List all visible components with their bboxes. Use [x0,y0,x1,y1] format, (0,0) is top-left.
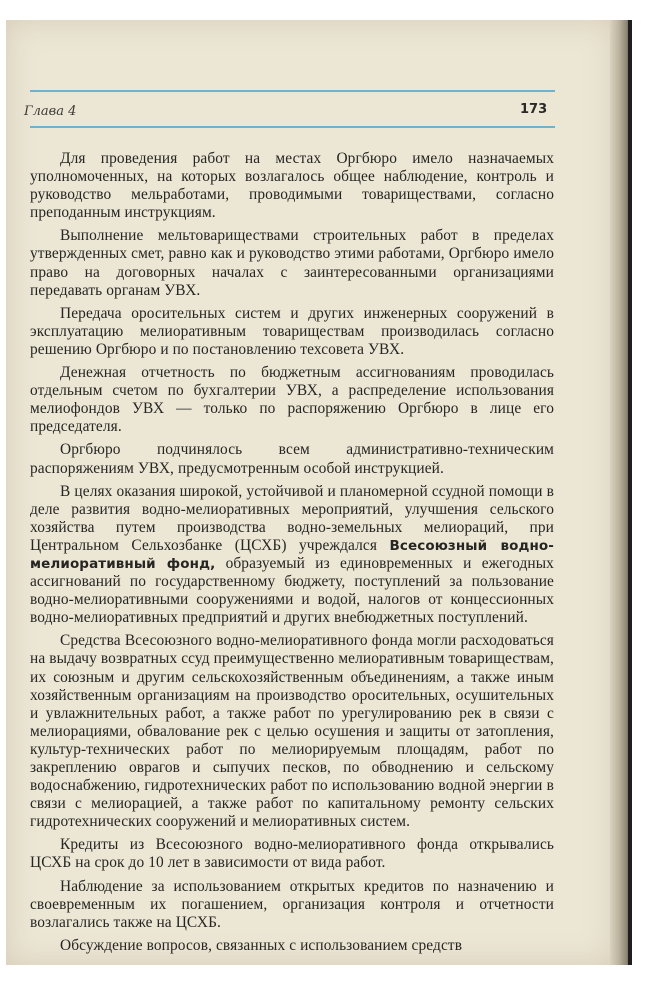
paragraph: Передача оросительных систем и других инженерных сооружений в эксплуатацию мелиоративным товариществам производилась согласно решению Оргбюро и по постановлению техсовета УВХ. [30,304,554,358]
paragraph: Наблюдение за использованием открытых кредитов по назначению и своевременным их погашением, организация контроля и отчетности возлагались также на ЦСХБ. [30,877,554,931]
paragraph-text: образуемый из единовременных и ежегодных ассигнований по государственному бюджету, поступлений за пользование водно-мелиоративными сооружениями и водой, налогов от концессионных водно-мелиоративных предприятий и других внебюджетных поступлений. [30,554,554,627]
spine-shadow [628,20,632,965]
paragraph: Денежная отчетность по бюджетным ассигнованиям проводилась отдельным счетом по бухгалтерии УВХ, а распределение использования мелиофондов УВХ — только по распоряжению Оргбюро в лице его председателя. [30,364,554,436]
fund-name-bold: Всесоюзный водно-мелиоративный фонд, [30,537,555,572]
paragraph: Для проведения работ на местах Оргбюро имело назначаемых уполномоченных, на которых возлагалось общее наблюдение, контроль и руководство мельработами, проводимыми товариществами, согласно преподанным инструкциям. [30,150,554,222]
paragraph: Средства Всесоюзного водно-мелиоративного фонда могли расходоваться на выдачу возвратных ссуд преимущественно мелиоративным товариществам, их союзным и другим сельскохозяйственным объединениям, а также иным хозяйственным организациям на производство оросительных, осушительных и увлажнительных работ, а также работ по урегулированию рек в связи с мелиорациями, обвалование рек с целью осушения и защиты от затопления, культур-технических работ по мелиорируемым площадям, работ по закреплению оврагов и сыпучих песков, по обводнению и сельскому водоснабжению, гидротехнических работ по использованию водной энергии в связи с мелиорацией, а также работ по капитальному ремонту сельских гидротехнических сооружений и мелиоративных систем. [30,632,554,831]
header-rule-top [30,90,555,92]
scan-background [0,0,656,22]
paragraph-text: В целях оказания широкой, устойчивой и планомерной ссудной помощи в деле развития водно-мелиоративных мероприятий, улучшения сельского хозяйства путем производства водно-земельных мелиораций, при Центральном Сельхозбанке (ЦСХБ) учреждался [30,482,554,554]
paragraph: Обсуждение вопросов, связанных с использованием средств [60,936,463,954]
running-head: Глава 4 [24,104,77,119]
scan-background-bottom [0,965,656,1000]
paragraph: Выполнение мельтовариществами строительных работ в пределах утвержденных смет, равно как и руководство этими работами, Оргбюро имело право на договорных началах с заинтересованными организациями передавать органам УВХ. [30,227,554,299]
header-rule-bottom [30,126,555,128]
page-number: 173 [520,102,548,117]
paragraph [30,483,554,628]
paragraph: Оргбюро подчинялось всем административно-техническим распоряжениям УВХ, предусмотренным особой инструкцией. [30,441,554,477]
paragraph: Кредиты из Всесоюзного водно-мелиоративного фонда открывались ЦСХБ на срок до 10 лет в зависимости от вида работ. [30,836,554,872]
body-text [30,150,554,960]
